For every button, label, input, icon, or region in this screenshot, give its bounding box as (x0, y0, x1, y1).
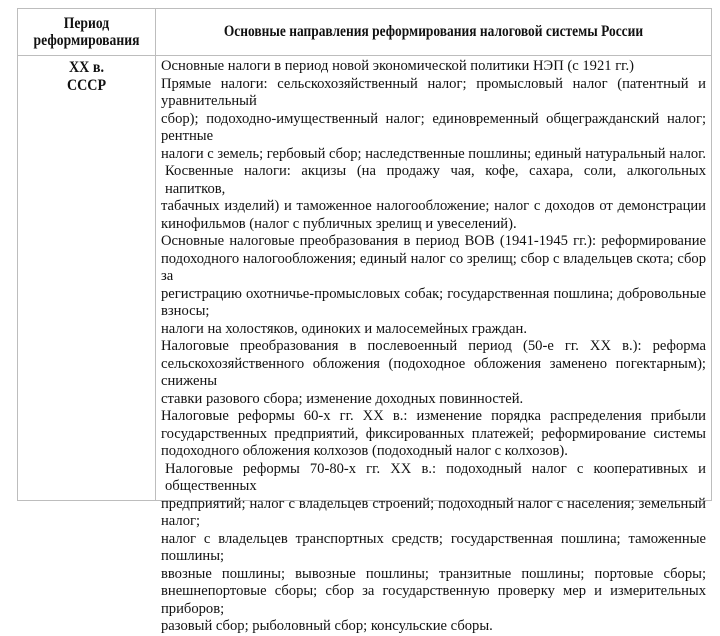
paragraph-line: подоходного налогообложения; единый налог со зрелищ; сбор с владельцев скота; сбор за (161, 250, 706, 284)
paragraph-line: ввозные пошлины; вывозные пошлины; транзитные пошлины; портовые сборы; (161, 565, 706, 582)
paragraph-wwii-reforms (161, 233, 706, 338)
paragraph-postwar-reforms (161, 338, 706, 408)
period-century: XX в. (69, 59, 104, 76)
paragraph-line: налоги с земель; гербовый сбор; наследственные пошлины; единый натуральный налог. (161, 145, 707, 162)
period-header-line-1: Период (63, 15, 110, 32)
directions-column-header: Основные направления реформирования налоговой системы России (223, 23, 644, 40)
paragraph-line: предприятий; налог с владельцев строений; подоходный налог с населения; земельный налог; (161, 495, 706, 529)
paragraph-line: подоходного обложения колхозов (подоходный налог с колхозов). (161, 443, 568, 459)
paragraph-line: налог с владельцев транспортных средств; государственная пошлина; таможенные пошлины; (161, 530, 706, 564)
paragraph-line: кинофильмов (налог с публичных зрелищ и увеселений). (161, 215, 517, 232)
paragraph-line: государственных предприятий, фиксированных платежей; реформирование системы (161, 425, 706, 442)
paragraph-line: Косвенные налоги: акцизы (на продажу чая, кофе, сахара, соли, алкогольных напитков, (165, 163, 706, 197)
paragraph-line: регистрацию охотничье-промысловых собак; государственная пошлина; добровольные взносы; (161, 285, 706, 319)
paragraph-line: Прямые налоги: сельскохозяйственный налог; промысловый налог (патентный и уравнительный (161, 75, 706, 109)
paragraph-line: разовый сбор; рыболовный сбор; консульские сборы. (161, 618, 493, 634)
paragraph-line: сельскохозяйственного обложения (подоходное обложения заменено погектарным); снижены (161, 355, 706, 389)
paragraph-line: внешнепортовые сборы; сбор за государственную проверку мер и измерительных приборов; (161, 583, 706, 617)
period-header-line-2: реформирования (33, 32, 140, 49)
column-divider (155, 9, 156, 500)
paragraph-line: табачных изделий) и таможенное налогообложение; налог с доходов от демонстрации (161, 198, 706, 214)
paragraph-line: Налоговые преобразования в послевоенный период (50-е гг. XX в.): реформа (161, 338, 706, 354)
paragraph-nep-taxes (161, 58, 706, 233)
period-cell (18, 56, 155, 95)
paragraph-line: Налоговые реформы 60-х гг. XX в.: изменение порядка распределения прибыли (161, 408, 706, 424)
directions-cell (161, 58, 706, 636)
period-state: СССР (66, 77, 107, 94)
paragraph-line: Основные налоги в период новой экономической политики НЭП (с 1921 гг.) (161, 58, 635, 74)
period-column-header (26, 9, 147, 55)
reform-table (17, 8, 712, 634)
paragraph-sixties-reforms (161, 408, 706, 461)
paragraph-line: ставки разового сбора; изменение доходных повинностей. (161, 390, 524, 407)
paragraph-line: налоги на холостяков, одиноких и малосемейных граждан. (161, 320, 527, 337)
paragraph-line: Налоговые реформы 70-80-х гг. XX в.: подоходный налог с кооперативных и общественных (165, 460, 706, 494)
paragraph-line: Основные налоговые преобразования в период ВОВ (1941-1945 гг.): реформирование (161, 233, 706, 249)
paragraph-seventies-eighties-reforms (161, 461, 706, 636)
paragraph-line: сбор); подоходно-имущественный налог; единовременный общегражданский налог; рентные (161, 110, 706, 144)
